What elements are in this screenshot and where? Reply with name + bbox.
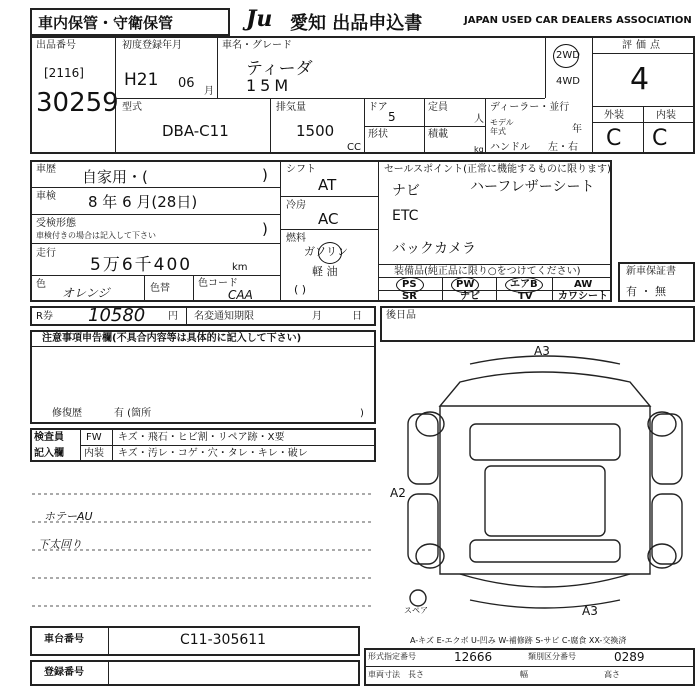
shift-value: AT — [318, 176, 337, 194]
int-label: 内装 — [84, 448, 104, 459]
cap-unit: 人 — [474, 114, 484, 125]
equip-tv: TV — [518, 291, 533, 302]
warranty-value: 有 ・ 無 — [626, 285, 666, 298]
door-label: ドア — [368, 102, 388, 113]
shift-label: シフト — [286, 164, 316, 175]
notice-day: 日 — [352, 311, 362, 322]
model-year-label: モデル年式 — [490, 118, 514, 136]
type-ref-label: 形式指定番号 — [368, 652, 416, 661]
selling-point-4: バックカメラ — [392, 241, 476, 257]
selling-point-2: ハーフレザーシート — [470, 179, 595, 195]
lot-label: 出品番号 — [36, 40, 76, 51]
load-label: 積載 — [428, 129, 448, 140]
door-value: 5 — [388, 110, 396, 124]
repair-close: ) — [360, 408, 364, 419]
color-code-value: CAA — [228, 288, 253, 302]
first-reg-month: 06 — [178, 76, 195, 91]
score-int-label: 内装 — [656, 110, 676, 121]
type-label: 型式 — [122, 102, 142, 113]
handle-label: ハンドル — [490, 142, 530, 153]
equip-circle-pw — [451, 277, 479, 293]
damage-mark-side: A2 — [390, 486, 406, 500]
equip-navi: ナビ — [460, 291, 480, 302]
fuel-label: 燃料 — [286, 233, 306, 244]
score-value: 4 — [630, 62, 650, 97]
warranty-label: 新車保証書 — [626, 266, 676, 277]
selling-points-label: セールスポイント(正常に機能するものに限ります) — [384, 164, 611, 175]
ac-label: 冷房 — [286, 200, 306, 211]
color-value: オレンジ — [62, 286, 110, 300]
len-label: 長さ — [408, 670, 424, 679]
height-label: 高さ — [604, 670, 620, 679]
chassis-label: 車台番号 — [44, 634, 84, 645]
model-name: ティーダ — [246, 59, 313, 79]
inspect-value: 8 年 6 月(28日) — [88, 193, 198, 211]
notice-label: 名変通知期限 — [194, 311, 254, 322]
equip-ps: PS — [402, 279, 417, 290]
mileage-label: 走行 — [36, 248, 56, 259]
history-close: ) — [262, 166, 268, 184]
first-reg-year: H21 — [124, 70, 159, 90]
inspect-label: 車検 — [36, 191, 56, 202]
repair-label: 修復歴 — [52, 408, 82, 419]
lot-subcode: [2116] — [44, 66, 84, 80]
later-items-frame — [380, 306, 695, 342]
mileage-value: 5万6千400 — [90, 255, 193, 275]
recolor-label: 色替 — [150, 283, 170, 294]
size-label: 車両寸法 — [368, 670, 400, 679]
equipment-label: 装備品(純正品に限り○をつけてください) — [394, 266, 581, 277]
2wd-label: 2WD — [556, 50, 580, 61]
first-reg-label: 初度登録年月 — [122, 40, 182, 51]
damage-legend: A-キズ E-エクボ U-凹み W-補修跡 S-サビ C-腐食 XX-交換済 — [410, 636, 627, 645]
recycle-value: 10580 — [88, 305, 146, 326]
fw-label: FW — [86, 432, 102, 443]
handwritten-note-2: 下太回り — [38, 538, 82, 551]
spare-label: スペア — [404, 606, 428, 615]
selling-point-1: ナビ — [392, 183, 420, 199]
disp-unit: CC — [347, 142, 361, 153]
chassis-value: C11-305611 — [180, 632, 267, 648]
notice-month: 月 — [312, 311, 322, 322]
assoc-name: JAPAN USED CAR DEALERS ASSOCIATION — [464, 15, 692, 26]
later-items-label: 後日品 — [386, 310, 416, 321]
cat-ref-value: 0289 — [614, 650, 645, 664]
cap-label: 定員 — [428, 102, 448, 113]
score-ext-label: 外装 — [604, 110, 624, 121]
repair-value: 有 (箇所 — [114, 408, 152, 419]
disp-value: 1500 — [296, 122, 335, 140]
car-damage-diagram — [400, 344, 695, 629]
load-unit: kg — [474, 145, 484, 154]
cat-ref-label: 類別区分番号 — [528, 652, 576, 661]
damage-mark-rear: A3 — [582, 604, 598, 618]
plate-label: 登録番号 — [44, 667, 84, 678]
ac-value: AC — [318, 210, 339, 228]
recycle-unit: 円 — [168, 311, 178, 322]
recv-label: 受検形態 — [36, 218, 76, 229]
int-items: キズ・汚レ・コゲ・穴・タレ・キレ・破レ — [118, 448, 308, 459]
color-code-label: 色コード — [198, 278, 238, 289]
type-ref-value: 12666 — [454, 650, 493, 664]
damage-mark-front: A3 — [534, 344, 550, 358]
recv-note: 車検付きの場合は記入して下さい — [36, 231, 156, 240]
equip-circle-airbag — [505, 277, 543, 293]
storage-tag: 車内保管・守衛保管 — [38, 14, 174, 32]
inspector-label: 検査員 — [34, 432, 64, 443]
history-value: 自家用・( — [82, 168, 148, 186]
year-unit: 年 — [572, 124, 582, 135]
org-title: 愛知 出品申込書 — [290, 13, 423, 34]
mileage-unit: km — [232, 262, 248, 273]
score-ext-value: C — [606, 126, 622, 151]
recv-close: ) — [262, 220, 268, 238]
first-reg-month-unit: 月 — [204, 86, 214, 97]
selling-point-3: ETC — [392, 208, 419, 224]
fuel-paren: ( ) — [294, 283, 307, 296]
equip-circle-ps — [396, 277, 424, 293]
history-label: 車歴 — [36, 164, 56, 175]
inspector-label-2: 記入欄 — [34, 448, 64, 459]
handle-value: 左・右 — [548, 142, 578, 153]
shape-label: 形状 — [368, 129, 388, 140]
equip-leather: カワシート — [558, 291, 608, 302]
recycle-label: R券 — [36, 311, 53, 322]
lot-number: 30259 — [36, 88, 119, 118]
fuel-gas: ガソリン — [304, 245, 348, 258]
color-label: 色 — [36, 279, 46, 290]
grade: 15M — [246, 76, 293, 95]
handwritten-note-1: ホテーAU — [44, 510, 93, 523]
fuel-diesel: 軽 油 — [312, 265, 338, 278]
equip-aw: AW — [574, 279, 593, 290]
equip-airbag: エアB — [510, 279, 538, 290]
equip-sr: SR — [402, 291, 417, 302]
score-label: 評価点 — [622, 40, 664, 51]
type-value: DBA-C11 — [162, 122, 229, 140]
brand-logo: Ju — [246, 6, 273, 32]
fw-items: キズ・飛石・ヒビ割・リペア跡・X要 — [118, 432, 285, 443]
model-label: 車名・グレード — [222, 40, 292, 51]
equip-pw: PW — [456, 279, 475, 290]
width-label: 幅 — [520, 670, 528, 679]
score-int-value: C — [652, 126, 668, 151]
notes-label: 注意事項申告欄(不具合内容等は具体的に記入して下さい) — [42, 333, 302, 344]
disp-label: 排気量 — [276, 102, 306, 113]
4wd-label: 4WD — [556, 76, 580, 87]
dealer-label: ディーラー・並行 — [490, 102, 570, 113]
